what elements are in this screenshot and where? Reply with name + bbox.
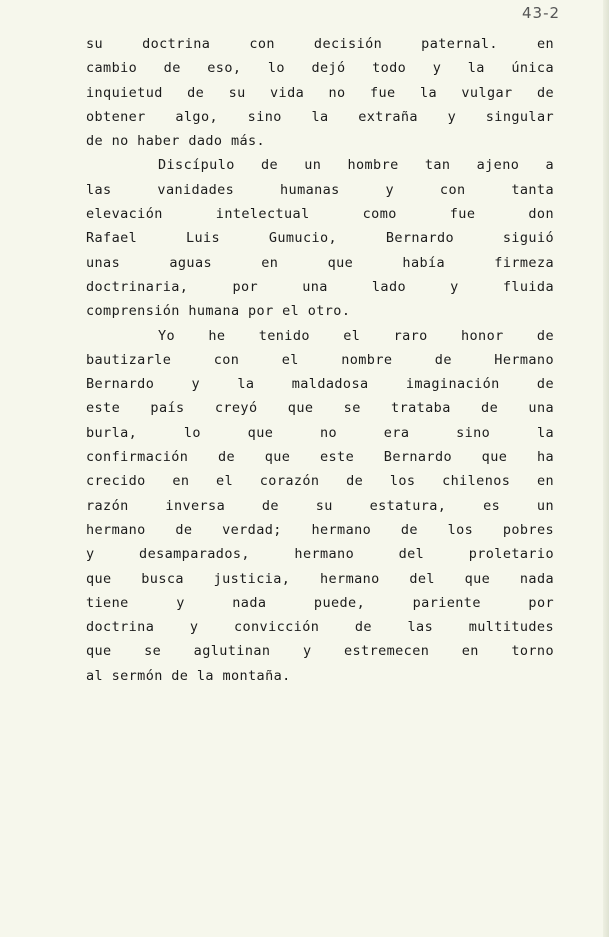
paragraph-1 [86,32,554,153]
text-line: Rafael Luis Gumucio, Bernardo siguió [86,230,554,247]
paragraph-2 [86,153,554,323]
text-line: doctrinaria, por una lado y fluida [86,278,554,295]
text-line: su doctrina con decisión paternal. en [86,36,554,52]
text-line: al sermón de la montaña. [86,667,291,684]
text-line: obtener algo, sino la extraña y singular [86,108,554,125]
paragraph-3 [86,324,554,688]
text-line: Bernardo y la maldadosa imaginación de [86,376,554,393]
text-line: Yo he tenido el raro honor de [158,327,554,344]
text-line: unas aguas en que había firmeza [86,254,554,271]
page-number: 43-2 [522,4,561,22]
text-line: cambio de eso, lo dejó todo y la única [86,60,554,77]
text-line: y desamparados, hermano del proletario [86,546,554,563]
text-line: las vanidades humanas y con tanta [86,181,554,198]
text-line: confirmación de que este Bernardo que ha [86,449,554,466]
text-line: de no haber dado más. [86,133,266,150]
text-line: comprensión humana por el otro. [86,303,351,320]
text-line: que se aglutinan y estremecen en torno [86,643,554,660]
text-line: este país creyó que se trataba de una [86,400,554,417]
text-line: burla, lo que no era sino la [86,424,554,441]
text-line: tiene y nada puede, pariente por [86,594,554,611]
text-line: elevación intelectual como fue don [86,206,554,223]
text-line: Discípulo de un hombre tan ajeno a [158,157,554,174]
text-line: crecido en el corazón de los chilenos en [86,473,554,490]
text-line: inquietud de su vida no fue la vulgar de [86,84,554,101]
text-line: que busca justicia, hermano del que nada [86,570,554,587]
text-line: hermano de verdad; hermano de los pobres [86,521,554,538]
page-edge [603,0,609,937]
text-line: razón inversa de su estatura, es un [86,497,554,514]
text-line: doctrina y convicción de las multitudes [86,619,554,636]
document-body [86,32,554,688]
text-line: bautizarle con el nombre de Hermano [86,351,554,368]
